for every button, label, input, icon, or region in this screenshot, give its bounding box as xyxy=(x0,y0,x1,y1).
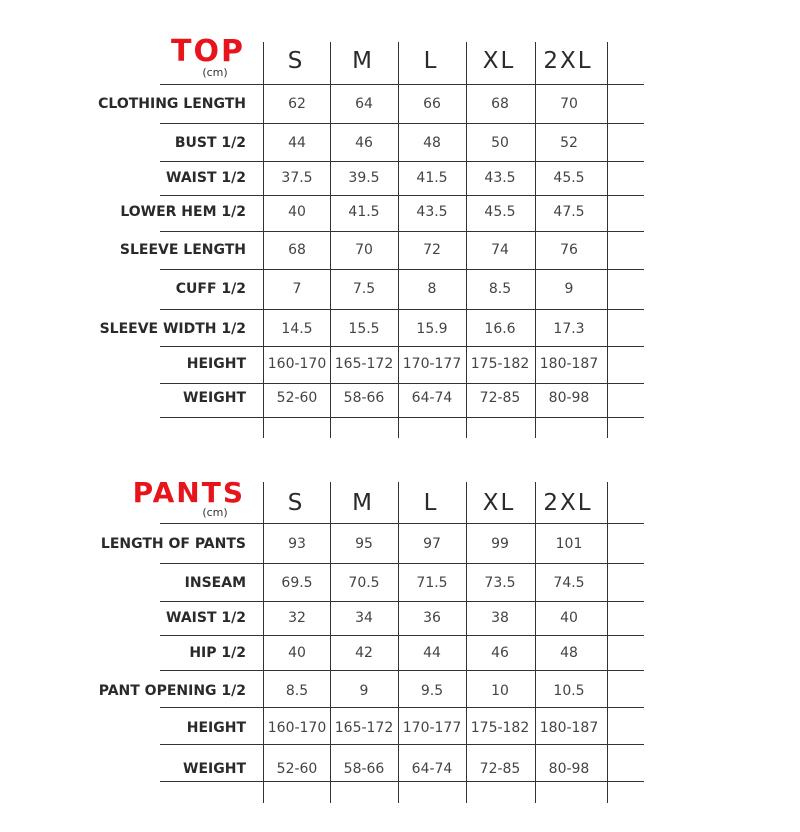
pants-cell: 52-60 xyxy=(276,761,318,777)
pants-row-label: HEIGHT xyxy=(186,720,246,736)
top-cell: 165-172 xyxy=(334,356,394,372)
top-cell: 66 xyxy=(423,96,441,112)
top-cell: 72-85 xyxy=(479,390,521,406)
pants-size-header-s: S xyxy=(287,490,305,516)
top-cell: 64 xyxy=(355,96,373,112)
top-cell: 70 xyxy=(560,96,578,112)
top-cell: 8 xyxy=(427,281,437,297)
pants-cell: 70.5 xyxy=(348,575,380,591)
top-cell: 7.5 xyxy=(352,281,376,297)
top-cell: 52-60 xyxy=(276,390,318,406)
pants-size-header-m: M xyxy=(352,490,374,516)
pants-cell: 10 xyxy=(491,683,509,699)
pants-cell: 93 xyxy=(288,536,306,552)
pants-cell: 175-182 xyxy=(470,720,530,736)
top-cell: 52 xyxy=(560,135,578,151)
top-grid-hline xyxy=(160,195,644,196)
pants-row-label: PANT OPENING 1/2 xyxy=(98,683,246,699)
top-cell: 58-66 xyxy=(343,390,385,406)
top-cell: 48 xyxy=(423,135,441,151)
top-cell: 43.5 xyxy=(484,170,516,186)
pants-cell: 32 xyxy=(288,610,306,626)
pants-grid-vline xyxy=(398,482,399,803)
top-cell: 41.5 xyxy=(348,204,380,220)
top-grid-hline xyxy=(160,84,644,85)
pants-size-header-xl: XL xyxy=(482,490,516,516)
top-cell: 45.5 xyxy=(484,204,516,220)
top-cell: 14.5 xyxy=(281,321,313,337)
pants-cell: 99 xyxy=(491,536,509,552)
top-cell: 76 xyxy=(560,242,578,258)
pants-row-label: WEIGHT xyxy=(183,761,246,777)
top-cell: 74 xyxy=(491,242,509,258)
top-grid-vline xyxy=(466,42,467,438)
pants-unit: (cm) xyxy=(202,506,228,519)
pants-cell: 71.5 xyxy=(416,575,448,591)
pants-cell: 10.5 xyxy=(553,683,585,699)
top-cell: 160-170 xyxy=(267,356,327,372)
top-cell: 47.5 xyxy=(553,204,585,220)
top-cell: 15.9 xyxy=(416,321,448,337)
pants-cell: 9 xyxy=(359,683,369,699)
pants-grid-hline xyxy=(160,563,644,564)
top-row-label: HEIGHT xyxy=(186,356,246,372)
pants-cell: 42 xyxy=(355,645,373,661)
pants-cell: 46 xyxy=(491,645,509,661)
top-row-label: LOWER HEM 1/2 xyxy=(120,204,246,220)
pants-cell: 40 xyxy=(288,645,306,661)
top-cell: 39.5 xyxy=(348,170,380,186)
pants-cell: 64-74 xyxy=(411,761,453,777)
pants-cell: 180-187 xyxy=(539,720,599,736)
pants-grid-vline xyxy=(330,482,331,803)
pants-grid-vline xyxy=(607,482,608,803)
top-title: TOP xyxy=(171,34,245,69)
top-cell: 7 xyxy=(292,281,302,297)
pants-row-label: INSEAM xyxy=(184,575,246,591)
top-grid-hline xyxy=(160,269,644,270)
pants-grid-hline xyxy=(160,601,644,602)
top-cell: 43.5 xyxy=(416,204,448,220)
top-grid-vline xyxy=(330,42,331,438)
top-size-header-m: M xyxy=(352,48,374,74)
top-cell: 50 xyxy=(491,135,509,151)
top-cell: 175-182 xyxy=(470,356,530,372)
pants-row-label: HIP 1/2 xyxy=(189,645,246,661)
pants-cell: 38 xyxy=(491,610,509,626)
pants-cell: 58-66 xyxy=(343,761,385,777)
pants-cell: 170-177 xyxy=(402,720,462,736)
top-cell: 16.6 xyxy=(484,321,516,337)
pants-cell: 73.5 xyxy=(484,575,516,591)
top-cell: 44 xyxy=(288,135,306,151)
top-cell: 45.5 xyxy=(553,170,585,186)
top-grid-hline xyxy=(160,231,644,232)
pants-size-header-l: L xyxy=(423,490,439,516)
top-cell: 40 xyxy=(288,204,306,220)
pants-cell: 48 xyxy=(560,645,578,661)
pants-cell: 8.5 xyxy=(285,683,309,699)
pants-grid-vline xyxy=(263,482,264,803)
pants-cell: 34 xyxy=(355,610,373,626)
top-cell: 9 xyxy=(564,281,574,297)
top-cell: 68 xyxy=(288,242,306,258)
top-grid-vline xyxy=(607,42,608,438)
top-grid-hline xyxy=(160,417,644,418)
pants-grid-hline xyxy=(160,781,644,782)
top-cell: 180-187 xyxy=(539,356,599,372)
pants-cell: 101 xyxy=(555,536,583,552)
top-grid-vline xyxy=(398,42,399,438)
pants-grid-vline xyxy=(535,482,536,803)
pants-grid-hline xyxy=(160,707,644,708)
top-cell: 70 xyxy=(355,242,373,258)
pants-cell: 74.5 xyxy=(553,575,585,591)
top-grid-vline xyxy=(535,42,536,438)
top-row-label: BUST 1/2 xyxy=(174,135,246,151)
pants-grid-hline xyxy=(160,635,644,636)
pants-grid-hline xyxy=(160,670,644,671)
top-row-label: WEIGHT xyxy=(183,390,246,406)
top-grid-hline xyxy=(160,346,644,347)
top-unit: (cm) xyxy=(202,66,228,79)
top-row-label: SLEEVE WIDTH 1/2 xyxy=(99,321,246,337)
top-size-header-2xl: 2XL xyxy=(543,48,593,74)
pants-cell: 36 xyxy=(423,610,441,626)
top-grid-hline xyxy=(160,161,644,162)
top-row-label: CLOTHING LENGTH xyxy=(98,96,246,112)
top-cell: 72 xyxy=(423,242,441,258)
top-grid-hline xyxy=(160,309,644,310)
top-size-header-l: L xyxy=(423,48,439,74)
top-cell: 17.3 xyxy=(553,321,585,337)
top-grid-hline xyxy=(160,123,644,124)
top-cell: 80-98 xyxy=(548,390,590,406)
pants-title: PANTS xyxy=(132,476,245,509)
top-cell: 68 xyxy=(491,96,509,112)
pants-row-label: LENGTH OF PANTS xyxy=(100,536,246,552)
pants-cell: 40 xyxy=(560,610,578,626)
pants-grid-hline xyxy=(160,744,644,745)
top-cell: 8.5 xyxy=(488,281,512,297)
top-cell: 41.5 xyxy=(416,170,448,186)
pants-cell: 160-170 xyxy=(267,720,327,736)
pants-grid-vline xyxy=(466,482,467,803)
pants-cell: 9.5 xyxy=(420,683,444,699)
top-cell: 15.5 xyxy=(348,321,380,337)
pants-grid-hline xyxy=(160,523,644,524)
top-row-label: SLEEVE LENGTH xyxy=(119,242,246,258)
top-grid-vline xyxy=(263,42,264,438)
top-cell: 170-177 xyxy=(402,356,462,372)
top-size-header-xl: XL xyxy=(482,48,516,74)
top-row-label: CUFF 1/2 xyxy=(175,281,246,297)
pants-cell: 69.5 xyxy=(281,575,313,591)
top-grid-hline xyxy=(160,383,644,384)
top-size-header-s: S xyxy=(287,48,305,74)
pants-cell: 80-98 xyxy=(548,761,590,777)
top-cell: 37.5 xyxy=(281,170,313,186)
pants-cell: 72-85 xyxy=(479,761,521,777)
pants-row-label: WAIST 1/2 xyxy=(166,610,246,626)
top-cell: 46 xyxy=(355,135,373,151)
pants-size-header-2xl: 2XL xyxy=(543,490,593,516)
pants-cell: 44 xyxy=(423,645,441,661)
pants-cell: 97 xyxy=(423,536,441,552)
top-cell: 62 xyxy=(288,96,306,112)
top-cell: 64-74 xyxy=(411,390,453,406)
pants-cell: 165-172 xyxy=(334,720,394,736)
pants-cell: 95 xyxy=(355,536,373,552)
top-row-label: WAIST 1/2 xyxy=(166,170,246,186)
